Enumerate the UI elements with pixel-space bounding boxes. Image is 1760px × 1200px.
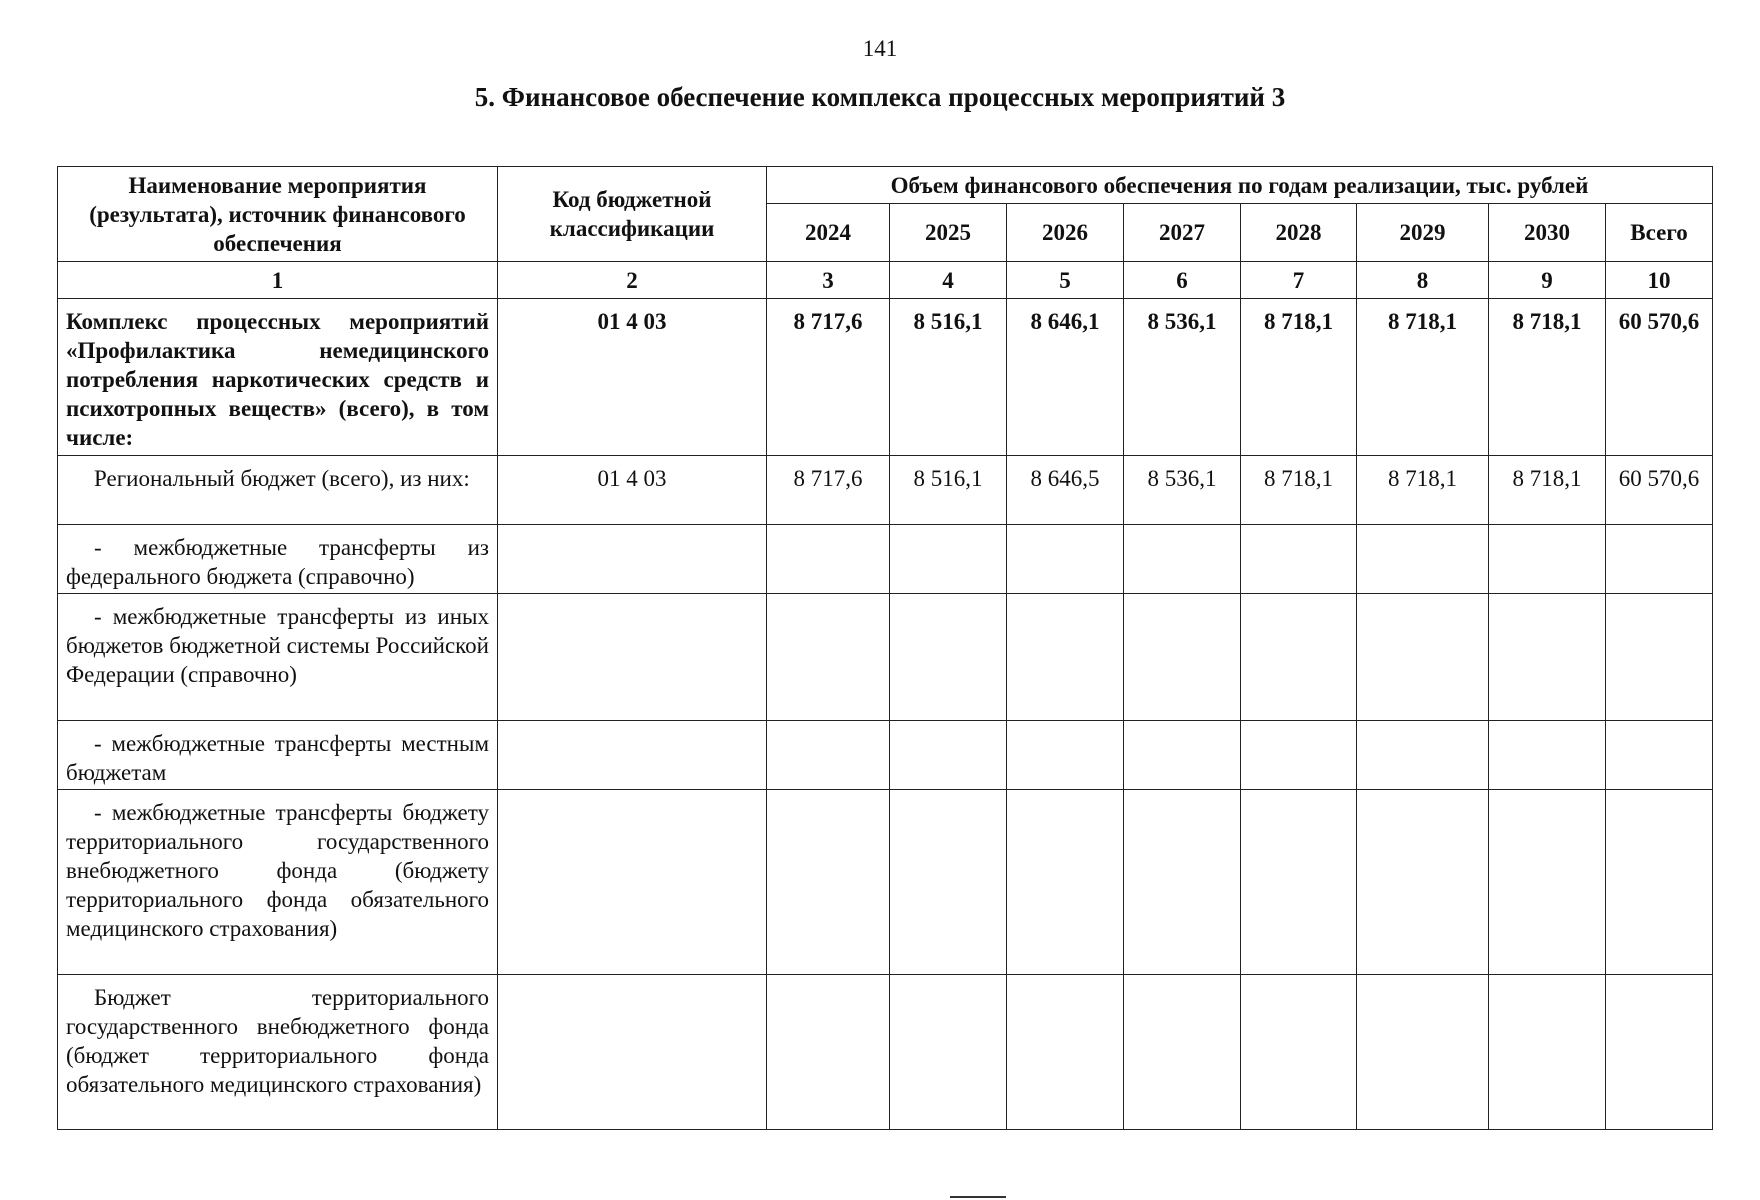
column-number: 4 bbox=[890, 262, 1007, 299]
row-name: - межбюджетные трансферты бюджету территориального государственного внебюджетного фонда (бюджету территориального фонда обязательного медицинского страхования) bbox=[66, 800, 489, 941]
header-name: Наименование мероприятия (результата), источник финансового обеспечения bbox=[58, 167, 498, 262]
row-value bbox=[1007, 790, 1124, 975]
header-year: 2029 bbox=[1357, 204, 1489, 262]
column-number: 6 bbox=[1124, 262, 1241, 299]
row-value bbox=[1489, 975, 1606, 1130]
row-value bbox=[890, 594, 1007, 721]
row-value: 8 718,1 bbox=[1489, 456, 1606, 525]
row-total bbox=[1606, 525, 1713, 594]
row-value: 8 718,1 bbox=[1489, 299, 1606, 456]
row-value bbox=[1241, 721, 1357, 790]
row-value bbox=[890, 525, 1007, 594]
row-code: 01 4 03 bbox=[498, 456, 767, 525]
footer-divider bbox=[950, 1196, 1006, 1198]
header-year: 2025 bbox=[890, 204, 1007, 262]
row-name-cell bbox=[58, 456, 498, 525]
row-name: - межбюджетные трансферты из федерального бюджета (справочно) bbox=[66, 535, 489, 589]
header-year: 2024 bbox=[767, 204, 890, 262]
row-value bbox=[1357, 525, 1489, 594]
row-value bbox=[767, 975, 890, 1130]
row-value bbox=[1241, 975, 1357, 1130]
row-total bbox=[1606, 594, 1713, 721]
header-total: Всего bbox=[1606, 204, 1713, 262]
row-name: Региональный бюджет (всего), из них: bbox=[94, 466, 470, 491]
document-title: 5. Финансовое обеспечение комплекса процессных мероприятий 3 bbox=[474, 82, 1286, 112]
financing-table bbox=[57, 166, 1713, 1130]
header-year: 2030 bbox=[1489, 204, 1606, 262]
row-value bbox=[767, 790, 890, 975]
row-value bbox=[1489, 594, 1606, 721]
row-value bbox=[1489, 790, 1606, 975]
row-total bbox=[1606, 790, 1713, 975]
table-row bbox=[58, 790, 1713, 975]
row-value bbox=[1357, 790, 1489, 975]
row-value bbox=[890, 790, 1007, 975]
row-name: Комплекс процессных мероприятий «Профилактика немедицинского потребления наркотических средств и психотропных веществ» (всего), в том числе: bbox=[58, 299, 498, 456]
row-value bbox=[1489, 525, 1606, 594]
table-row bbox=[58, 975, 1713, 1130]
column-number-row bbox=[58, 262, 1713, 299]
column-number: 9 bbox=[1489, 262, 1606, 299]
row-value bbox=[1007, 594, 1124, 721]
row-name: - межбюджетные трансферты из иных бюджетов бюджетной системы Российской Федерации (справочно) bbox=[66, 604, 489, 687]
row-value bbox=[1124, 525, 1241, 594]
row-value bbox=[1489, 721, 1606, 790]
row-total: 60 570,6 bbox=[1606, 299, 1713, 456]
header-year: 2026 bbox=[1007, 204, 1124, 262]
row-code bbox=[498, 975, 767, 1130]
column-number: 2 bbox=[498, 262, 767, 299]
header-year: 2028 bbox=[1241, 204, 1357, 262]
column-number: 7 bbox=[1241, 262, 1357, 299]
row-value bbox=[1241, 594, 1357, 721]
row-name-cell bbox=[58, 975, 498, 1130]
page-number: 141 bbox=[862, 36, 898, 61]
column-number: 1 bbox=[58, 262, 498, 299]
table-row bbox=[58, 721, 1713, 790]
row-value: 8 536,1 bbox=[1124, 456, 1241, 525]
row-value bbox=[767, 525, 890, 594]
header-year: 2027 bbox=[1124, 204, 1241, 262]
row-value bbox=[1357, 975, 1489, 1130]
column-number: 8 bbox=[1357, 262, 1489, 299]
row-value bbox=[1124, 721, 1241, 790]
row-total bbox=[1606, 975, 1713, 1130]
column-number: 3 bbox=[767, 262, 890, 299]
row-value bbox=[1007, 525, 1124, 594]
row-value: 8 717,6 bbox=[767, 456, 890, 525]
row-value: 8 516,1 bbox=[890, 299, 1007, 456]
row-name-cell bbox=[58, 525, 498, 594]
row-value: 8 536,1 bbox=[1124, 299, 1241, 456]
column-number: 10 bbox=[1606, 262, 1713, 299]
row-value bbox=[1357, 594, 1489, 721]
row-value: 8 646,1 bbox=[1007, 299, 1124, 456]
row-value bbox=[767, 594, 890, 721]
row-value bbox=[1124, 975, 1241, 1130]
row-total bbox=[1606, 721, 1713, 790]
row-value bbox=[1357, 721, 1489, 790]
header-code: Код бюджетной классификации bbox=[498, 167, 767, 262]
row-name: - межбюджетные трансферты местным бюджетам bbox=[66, 731, 489, 785]
row-value bbox=[1007, 721, 1124, 790]
row-name-cell bbox=[58, 790, 498, 975]
row-name-cell bbox=[58, 721, 498, 790]
header-volume: Объем финансового обеспечения по годам реализации, тыс. рублей bbox=[767, 167, 1713, 204]
row-value bbox=[890, 975, 1007, 1130]
row-value: 8 718,1 bbox=[1357, 299, 1489, 456]
row-value: 8 646,5 bbox=[1007, 456, 1124, 525]
table-row bbox=[58, 594, 1713, 721]
row-name: Бюджет территориального государственного внебюджетного фонда (бюджет территориального фонда обязательного медицинского страхования) bbox=[66, 985, 489, 1097]
row-value: 8 718,1 bbox=[1241, 456, 1357, 525]
table-header bbox=[58, 167, 1713, 299]
row-value bbox=[1241, 525, 1357, 594]
row-total: 60 570,6 bbox=[1606, 456, 1713, 525]
row-code: 01 4 03 bbox=[498, 299, 767, 456]
table-row bbox=[58, 456, 1713, 525]
row-name-cell bbox=[58, 594, 498, 721]
row-value: 8 718,1 bbox=[1241, 299, 1357, 456]
row-code bbox=[498, 594, 767, 721]
row-code bbox=[498, 721, 767, 790]
row-value bbox=[1124, 790, 1241, 975]
row-code bbox=[498, 525, 767, 594]
row-value bbox=[767, 721, 890, 790]
row-value: 8 516,1 bbox=[890, 456, 1007, 525]
row-value bbox=[1241, 790, 1357, 975]
table-row bbox=[58, 299, 1713, 456]
row-value: 8 717,6 bbox=[767, 299, 890, 456]
column-number: 5 bbox=[1007, 262, 1124, 299]
row-value bbox=[890, 721, 1007, 790]
table-row bbox=[58, 525, 1713, 594]
row-code bbox=[498, 790, 767, 975]
row-value bbox=[1124, 594, 1241, 721]
row-value: 8 718,1 bbox=[1357, 456, 1489, 525]
row-value bbox=[1007, 975, 1124, 1130]
